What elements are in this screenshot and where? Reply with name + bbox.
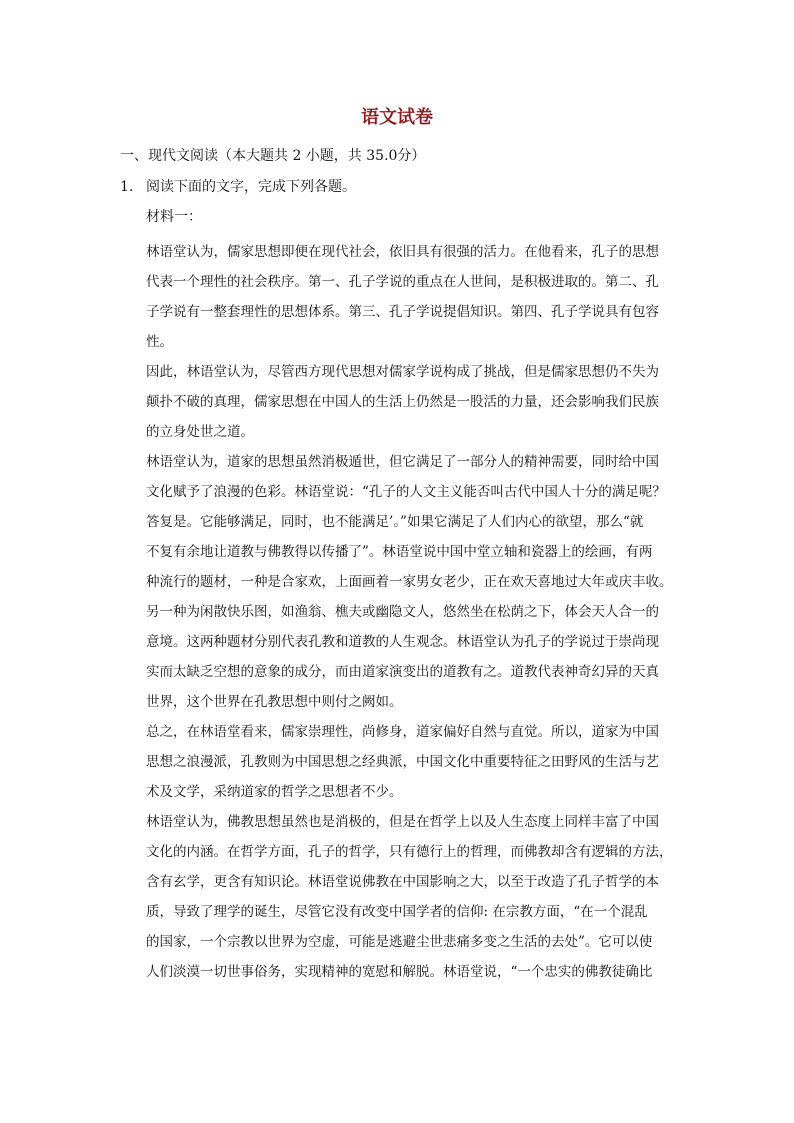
passage-line: 总之，在林语堂看来，儒家崇理性，尚修身，道家偏好自然与直觉。所以，道家为中国 bbox=[146, 724, 659, 740]
passage-line: 答复是。它能够满足，同时，也不能满足’。”如果它满足了人们内心的欲望，那么“就 bbox=[146, 514, 644, 530]
passage-line: 另一种为闲散快乐图，如渔翁、樵夫或幽隐文人，悠然坐在松荫之下，体会天人合一的 bbox=[146, 604, 659, 620]
passage-line: 文化赋予了浪漫的色彩。林语堂说：“孔子的人文主义能否叫古代中国人十分的满足呢？ bbox=[146, 484, 666, 500]
passage-line: 文化的内涵。在哲学方面，孔子的哲学，只有德行上的哲理，而佛教却含有逻辑的方法， bbox=[146, 844, 673, 860]
passage-line: 林语堂认为，佛教思想虽然也是消极的，但是在哲学上以及人生态度上同样丰富了中国 bbox=[146, 814, 659, 830]
passage-line: 种流行的题材，一种是合家欢，上面画着一家男女老少，正在欢天喜地过大年或庆丰收。 bbox=[146, 574, 673, 590]
passage-line: 实而太缺乏空想的意象的成分，而由道家演变出的道教有之。道教代表神奇幻异的天真 bbox=[146, 664, 659, 680]
passage-paragraph bbox=[146, 357, 686, 447]
passage-line: 林语堂认为，道家的思想虽然消极遁世，但它满足了一部分人的精神需要，同时给中国 bbox=[146, 454, 659, 470]
reading-passage bbox=[146, 237, 686, 987]
passage-line: 思想之浪漫派，孔教则为中国思想之经典派，中国文化中重要特征之田野风的生活与艺 bbox=[146, 754, 659, 770]
question-number: 1. bbox=[120, 179, 134, 195]
material-label: 材料一： bbox=[146, 209, 202, 225]
passage-line: 质，导致了理学的诞生，尽管它没有改变中国学者的信仰: 在宗教方面，“在一个混乱 bbox=[146, 904, 648, 920]
passage-line: 性。 bbox=[146, 334, 173, 350]
passage-line: 因此，林语堂认为，尽管西方现代思想对儒家学说构成了挑战，但是儒家思想仍不失为 bbox=[146, 364, 659, 380]
passage-paragraph bbox=[146, 807, 686, 987]
question-prompt: 阅读下面的文字，完成下列各题。 bbox=[146, 179, 356, 195]
passage-line: 世界，这个世界在孔教思想中则付之阙如。 bbox=[146, 694, 403, 710]
passage-line: 不复有余地让道教与佛教得以传播了”。林语堂说中国中堂立轴和瓷器上的绘画，有两 bbox=[146, 544, 653, 560]
section-heading: 一、现代文阅读（本大题共 2 小题，共 35.0分） bbox=[120, 148, 426, 164]
passage-line: 含有玄学，更含有知识论。林语堂说佛教在中国影响之大，以至于改造了孔子哲学的本 bbox=[146, 874, 659, 890]
passage-line: 代表一个理性的社会秩序。第一、孔子学说的重点在人世间，是积极进取的。第二、孔 bbox=[146, 274, 659, 290]
passage-line: 颠扑不破的真理，儒家思想在中国人的生活上仍然是一股活的力量，还会影响我们民族 bbox=[146, 394, 659, 410]
passage-line: 子学说有一整套理性的思想体系。第三、孔子学说提倡知识。第四、孔子学说具有包容 bbox=[146, 304, 659, 320]
passage-line: 林语堂认为，儒家思想即便在现代社会，依旧具有很强的活力。在他看来，孔子的思想 bbox=[146, 244, 659, 260]
passage-line: 人们淡漠一切世事俗务，实现精神的宽慰和解脱。林语堂说，“一个忠实的佛教徒确比 bbox=[146, 964, 653, 980]
passage-line: 的立身处世之道。 bbox=[146, 424, 254, 440]
passage-line: 术及文学，采纳道家的哲学之思想者不少。 bbox=[146, 784, 403, 800]
page-title: 语文试卷 bbox=[361, 107, 433, 128]
passage-paragraph bbox=[146, 237, 686, 357]
passage-line: 的国家，一个宗教以世界为空虚，可能是逃避尘世悲痛多变之生活的去处”。它可以使 bbox=[146, 934, 653, 950]
passage-paragraph bbox=[146, 717, 686, 807]
passage-line: 意境。这两种题材分别代表孔教和道教的人生观念。林语堂认为孔子的学说过于崇尚现 bbox=[146, 634, 659, 650]
passage-paragraph bbox=[146, 447, 686, 717]
